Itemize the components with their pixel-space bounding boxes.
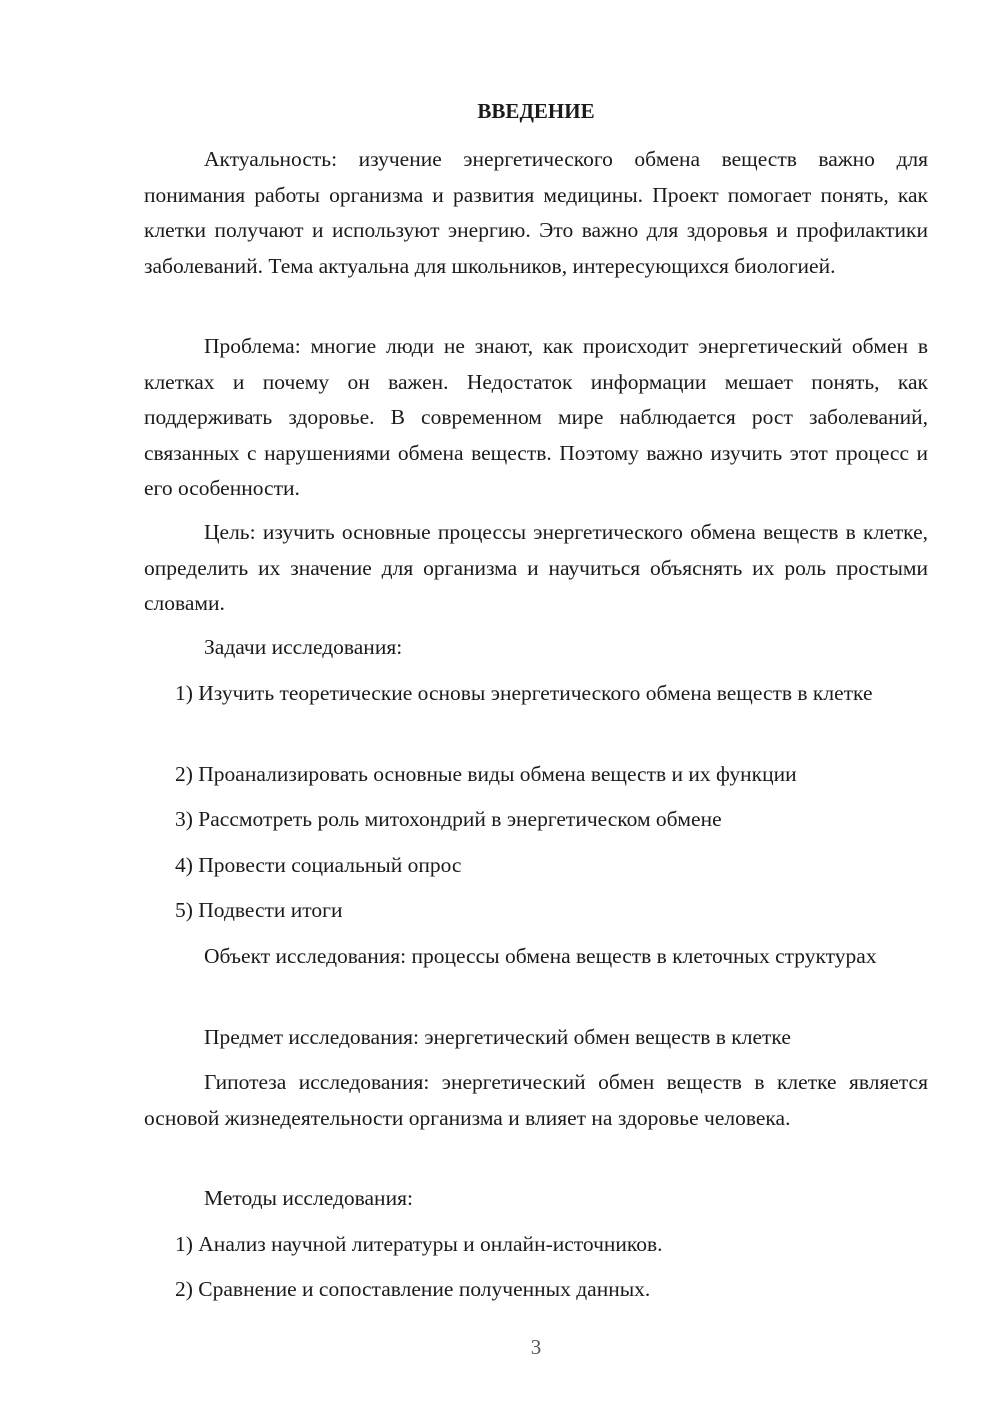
- method-item-2: 2) Сравнение и сопоставление полученных данных.: [175, 1277, 651, 1301]
- methods-heading: Методы исследования:: [204, 1186, 413, 1210]
- task-item-5: 5) Подвести итоги: [175, 898, 343, 922]
- tasks-heading: Задачи исследования:: [204, 635, 403, 659]
- page-number: 3: [530, 1335, 542, 1359]
- section-title: ВВЕДЕНИЕ: [477, 99, 595, 123]
- paragraph-subject: Предмет исследования: энергетический обмен веществ в клетке: [204, 1025, 791, 1049]
- task-item-2: 2) Проанализировать основные виды обмена веществ и их функции: [175, 762, 797, 786]
- paragraph-object: Объект исследования: процессы обмена веществ в клеточных структурах: [204, 944, 877, 968]
- task-item-3: 3) Рассмотреть роль митохондрий в энергетическом обмене: [175, 807, 722, 831]
- method-item-1: 1) Анализ научной литературы и онлайн-источников.: [175, 1232, 663, 1256]
- task-item-4: 4) Провести социальный опрос: [175, 853, 462, 877]
- paragraph-goal: Цель: изучить основные процессы энергетического обмена веществ в клетке, определить их значение для организма и научиться объяснять их роль простыми словами.: [144, 520, 928, 615]
- paragraph-relevance: Актуальность: изучение энергетического обмена веществ важно для понимания работы организма и развития медицины. Проект помогает понять, как клетки получают и используют энергию. Это важно для здоровья и профилактики заболеваний. Тема актуальна для школьников, интересующихся биологией.: [144, 147, 928, 278]
- paragraph-hypothesis: Гипотеза исследования: энергетический обмен веществ в клетке является основой жизнедеятельности организма и влияет на здоровье человека.: [144, 1070, 928, 1130]
- paragraph-problem: Проблема: многие люди не знают, как происходит энергетический обмен в клетках и почему он важен. Недостаток информации мешает понять, как поддерживать здоровье. В современном мире наблюдается рост заболеваний, связанных с нарушениями обмена веществ. Поэтому важно изучить этот процесс и его особенности.: [144, 334, 928, 500]
- task-item-1: 1) Изучить теоретические основы энергетического обмена веществ в клетке: [175, 681, 873, 705]
